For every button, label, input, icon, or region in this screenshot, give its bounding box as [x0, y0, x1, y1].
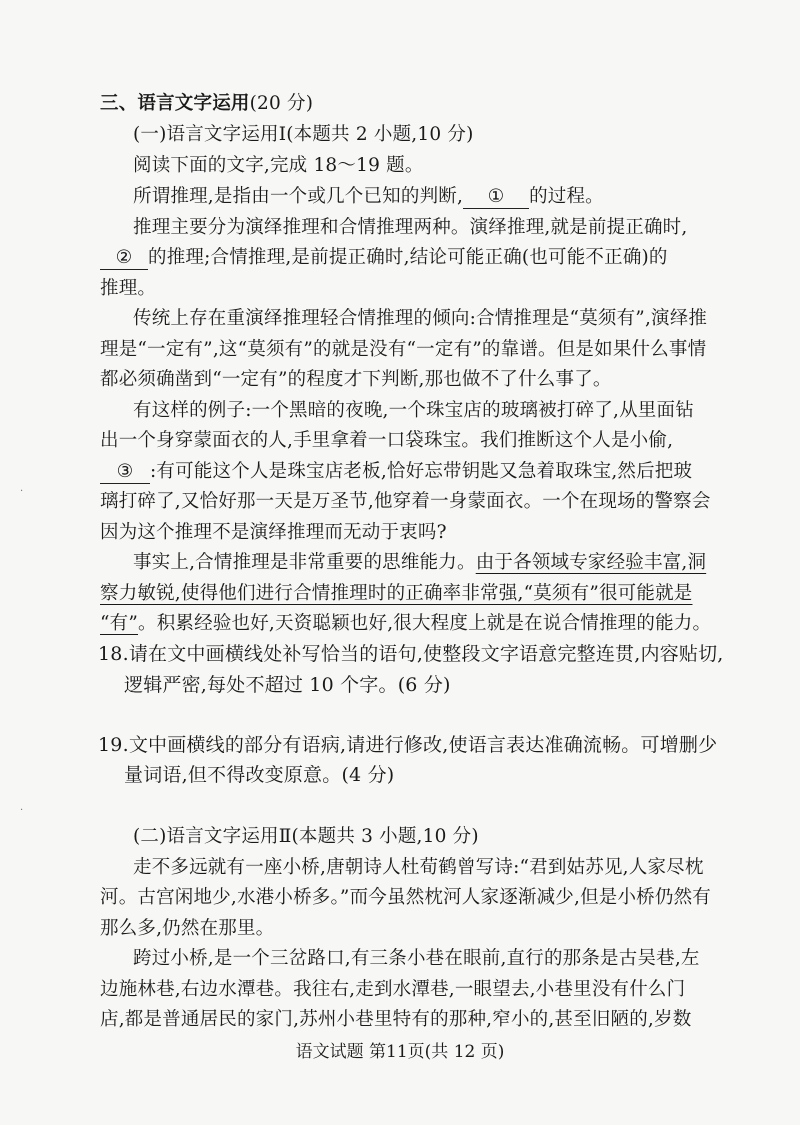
p3-line3: 都必须确凿到“一定有”的程度才下判断,那也做不了什么事了。: [100, 369, 612, 390]
question-18-line1: 18.请在文中画横线处补写恰当的语句,使整段文字语意完整连贯,内容贴切,: [98, 643, 724, 665]
p4-line1: 有这样的例子:一个黑暗的夜晚,一个珠宝店的玻璃被打碎了,从里面钻: [133, 400, 694, 421]
part2-p2-line1: 跨过小桥,是一个三岔路口,有三条小巷在眼前,直行的那条是古吴巷,左: [133, 948, 700, 969]
p5-line3: [100, 611, 711, 637]
p2-text2: 的推理;合情推理,是前提正确时,结论可能正确(也可能不正确)的: [148, 247, 668, 268]
p5-line1: [133, 550, 706, 576]
p1-line: [133, 184, 604, 210]
p3-line1: 传统上存在重演绎推理轻合情推理的倾向:合情推理是“莫须有”,演绎推: [133, 308, 708, 329]
p4-line4: 璃打碎了,又恰好那一天是万圣节,他穿着一身蒙面衣。一个在现场的警察会: [100, 491, 711, 512]
blank-1: ①: [463, 186, 529, 209]
page-footer: 语文试题 第11页(共 12 页): [295, 1042, 505, 1062]
blank-3: ③: [100, 461, 150, 484]
scan-mark: ·: [20, 805, 24, 816]
part2-p2-line3: 店,都是普通居民的家门,苏州小巷里特有的那种,窄小的,甚至旧陋的,岁数: [100, 1009, 692, 1030]
blank-2: ②: [100, 247, 148, 270]
p4-line2: 出一个身穿蒙面衣的人,手里拿着一口袋珠宝。我们推断这个人是小偷,: [100, 430, 674, 451]
part2-p1-line3: 那么多,仍然在那里。: [100, 918, 275, 939]
p4-text3: :有可能这个人是珠宝店老板,恰好忘带钥匙又急着取珠宝,然后把玻: [150, 461, 693, 482]
section-heading-main: 三、语言文字运用: [100, 93, 250, 114]
p5-line2: [100, 581, 692, 607]
question-19-line1: 19.文中画横线的部分有语病,请进行修改,使语言表达准确流畅。可增删少: [98, 734, 718, 756]
section-heading-score: (20 分): [249, 93, 314, 114]
part1-heading: (一)语言文字运用Ⅰ(本题共 2 小题,10 分): [133, 124, 474, 145]
p2-line3: 推理。: [100, 278, 157, 299]
p5-underlined2: 察力敏锐,使得他们进行合情推理时的正确率非常强,“莫须有”很可能就是: [100, 583, 693, 604]
scan-mark: ·: [20, 486, 24, 497]
question-19-line2: 量词语,但不得改变原意。(4 分): [124, 764, 395, 786]
section-heading: [100, 91, 313, 117]
p1-before: 所谓推理,是指由一个或几个已知的判断,: [133, 186, 464, 207]
p2-line1: [133, 215, 700, 241]
p4-line5: 因为这个推理不是演绎推理而无动于衷吗?: [100, 522, 447, 543]
p5-plain3: 。积累经验也好,天资聪颖也好,很大程度上就是在说合情推理的能力。: [138, 613, 712, 634]
p2-line2: [100, 245, 700, 271]
p4-line3: [100, 459, 692, 485]
part2-p2-line2: 边施林巷,右边水潭巷。我往右,走到水潭巷,一眼望去,小巷里没有什么门: [100, 979, 686, 1000]
p5-plain1: 事实上,合情推理是非常重要的思维能力。: [133, 552, 476, 573]
p2-text1: 推理主要分为演绎推理和合情推理两种。演绎推理,就是前提正确时,: [133, 217, 688, 238]
question-18-line2: 逻辑严密,每处不超过 10 个字。(6 分): [124, 674, 451, 696]
p3-line2: 理是“一定有”,这“莫须有”的就是没有“一定有”的靠谱。但是如果什么事情: [100, 339, 707, 360]
p5-underlined1: 由于各领域专家经验丰富,洞: [475, 552, 707, 573]
part1-intro: 阅读下面的文字,完成 18～19 题。: [133, 155, 424, 176]
part2-heading: (二)语言文字运用Ⅱ(本题共 3 小题,10 分): [133, 826, 479, 847]
part2-p1-line1: 走不多远就有一座小桥,唐朝诗人杜荀鹤曾写诗:“君到姑苏见,人家尽枕: [133, 857, 704, 878]
p5-underlined3: “有”: [100, 613, 139, 634]
p1-after: 的过程。: [529, 186, 604, 207]
part2-p1-line2: 河。古宫闲地少,水港小桥多。”而今虽然枕河人家逐渐减少,但是小桥仍然有: [100, 887, 711, 908]
